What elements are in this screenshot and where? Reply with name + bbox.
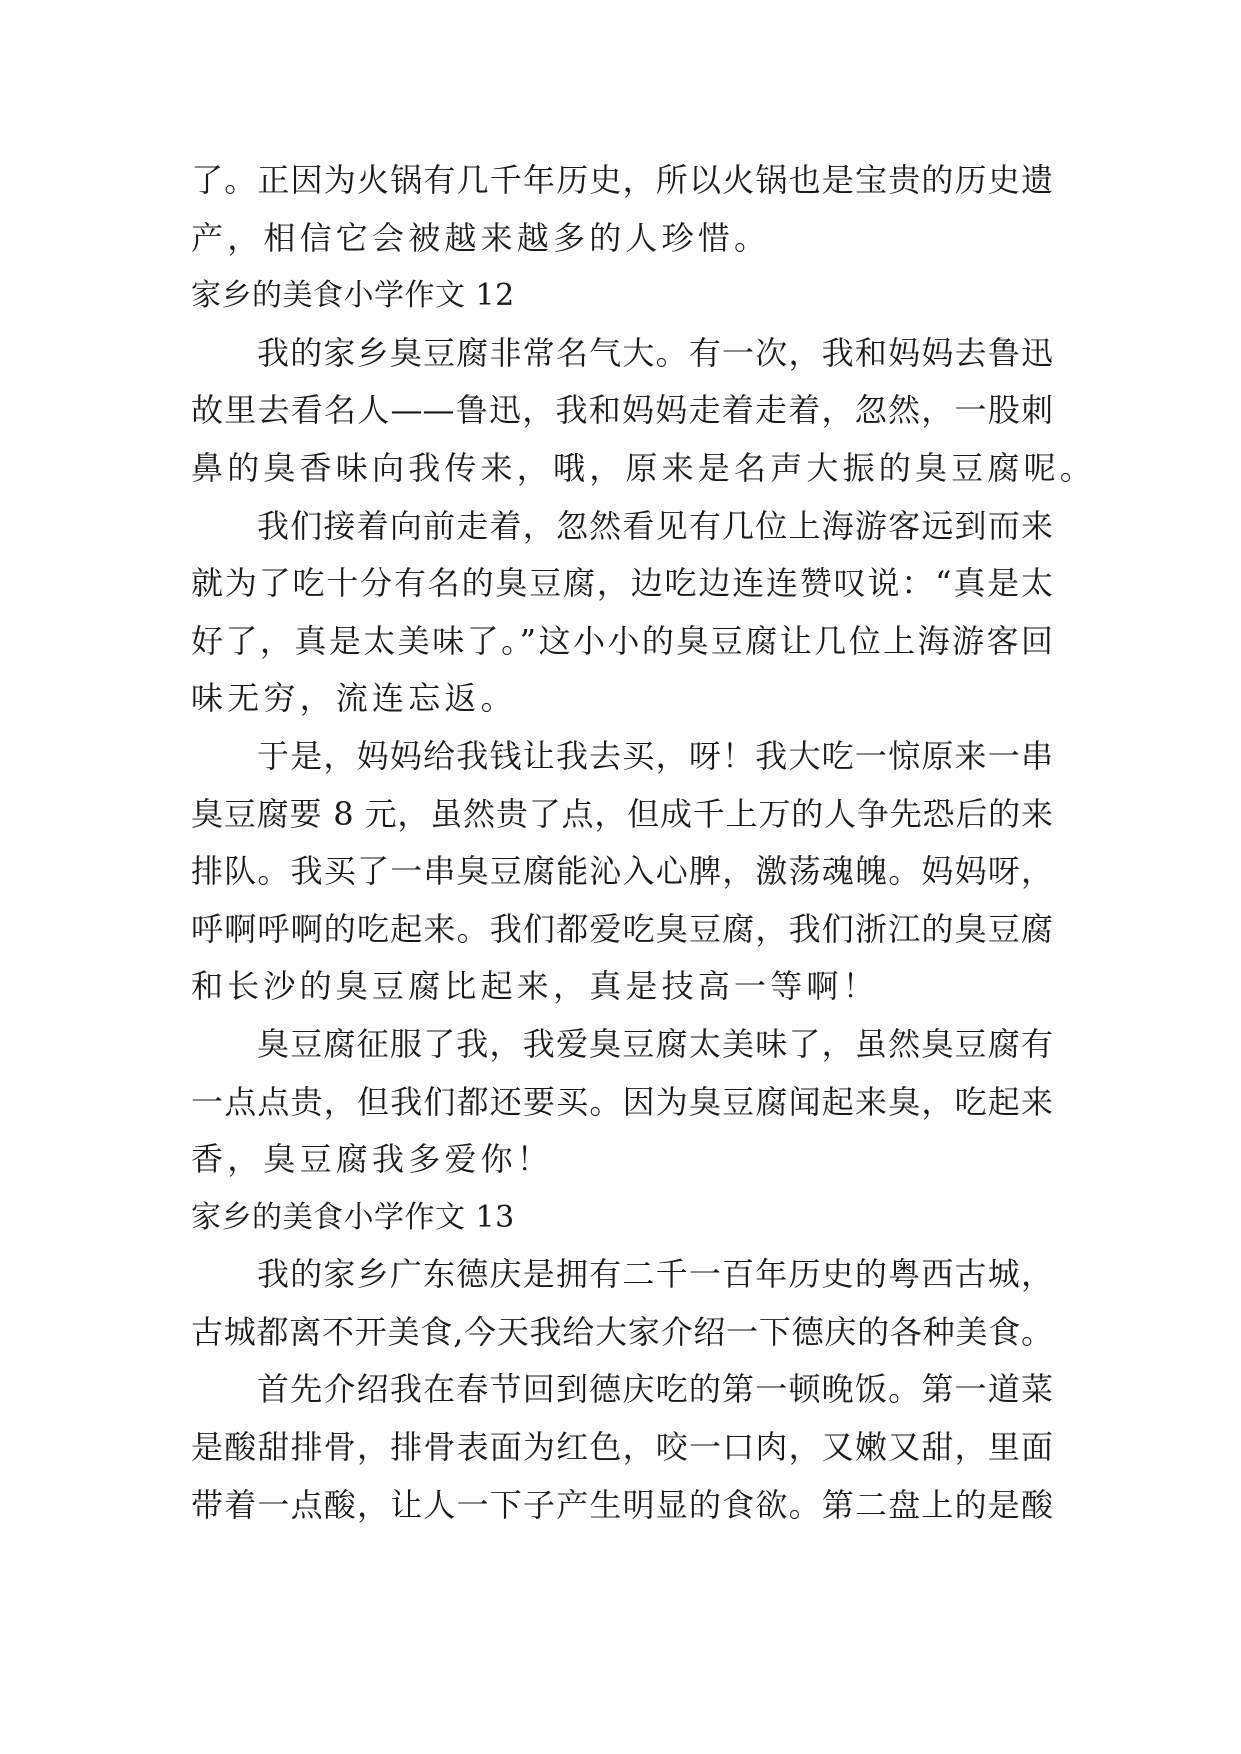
paragraph-line: 臭豆腐征服了我，我爱臭豆腐太美味了，虽然臭豆腐有: [257, 1024, 1053, 1063]
paragraph-line: 我的家乡臭豆腐非常名气大。有一次，我和妈妈去鲁迅: [257, 333, 1053, 372]
paragraph: [191, 1246, 1053, 1361]
paragraph-line: 带着一点酸，让人一下子产生明显的食欲。第二盘上的是酸: [191, 1485, 1053, 1524]
paragraph-line: 味无穷，流连忘返。: [191, 679, 517, 718]
paragraph: [191, 325, 1097, 498]
paragraph-line: 好了，真是太美味了。”这小小的臭豆腐让几位上海游客回: [191, 621, 1053, 660]
paragraph-line: 呼啊呼啊的吃起来。我们都爱吃臭豆腐，我们浙江的臭豆腐: [191, 909, 1053, 948]
paragraph: [191, 728, 1053, 1016]
intro-line: 产，相信它会被越来越多的人珍惜。: [191, 218, 771, 257]
paragraph-line: 是酸甜排骨，排骨表面为红色，咬一口肉，又嫩又甜，里面: [191, 1428, 1053, 1467]
section-heading: 家乡的美食小学作文 13: [191, 1199, 515, 1235]
paragraph-line: 我的家乡广东德庆是拥有二千一百年历史的粤西古城，: [257, 1255, 1053, 1294]
paragraph-line: 首先介绍我在春节回到德庆吃的第一顿晚饭。第一道菜: [257, 1370, 1053, 1409]
paragraph-line: 于是，妈妈给我钱让我去买，呀！我大吃一惊原来一串: [257, 736, 1053, 775]
paragraph-line: 鼻的臭香味向我传来，哦，原来是名声大振的臭豆腐呢。: [191, 448, 1097, 487]
paragraph-line: 香，臭豆腐我多爱你！: [191, 1140, 554, 1179]
paragraph: [191, 1016, 1053, 1189]
paragraph-line: 就为了吃十分有名的臭豆腐，边吃边连连赞叹说：“真是太: [191, 564, 1053, 603]
paragraph-line: 我们接着向前走着，忽然看见有几位上海游客远到而来: [257, 506, 1053, 545]
paragraph-line: 一点点贵，但我们都还要买。因为臭豆腐闻起来臭，吃起来: [191, 1082, 1053, 1121]
intro-line: 了。正因为火锅有几千年历史，所以火锅也是宝贵的历史遗: [191, 161, 1053, 199]
paragraph-line: 和长沙的臭豆腐比起来，真是技高一等啊！: [191, 967, 879, 1006]
section-heading: 家乡的美食小学作文 12: [191, 278, 515, 314]
paragraph-line: 臭豆腐要 8 元，虽然贵了点，但成千上万的人争先恐后的来: [191, 794, 1053, 833]
paragraph-line: 古城都离不开美食,今天我给大家介绍一下德庆的各种美食。: [191, 1312, 1053, 1351]
paragraph: [191, 1361, 1053, 1534]
paragraph-line: 故里去看名人——鲁迅，我和妈妈走着走着，忽然，一股刺: [191, 391, 1053, 430]
paragraph-line: 排队。我买了一串臭豆腐能沁入心脾，激荡魂魄。妈妈呀，: [191, 852, 1053, 891]
paragraph: [191, 498, 1053, 728]
document-page: [191, 152, 1097, 1534]
